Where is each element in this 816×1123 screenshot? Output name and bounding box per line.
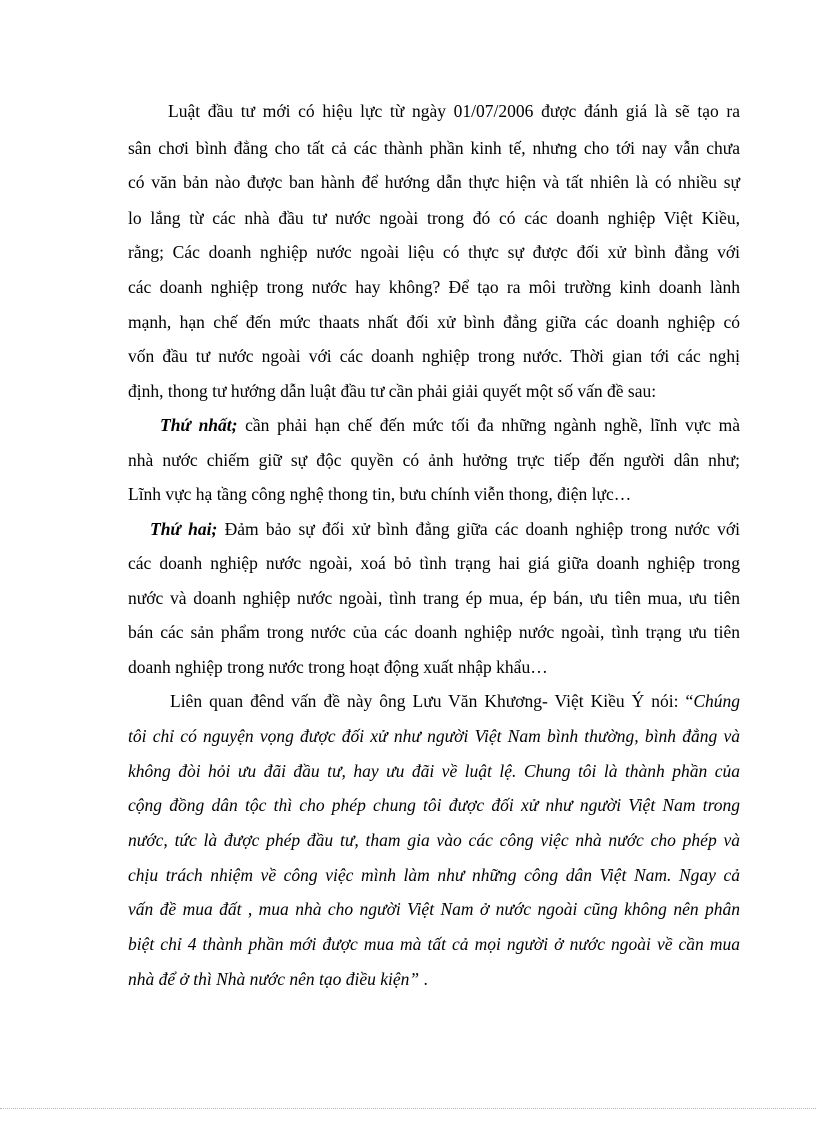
paragraph-1-line-3: có văn bản nào được ban hành để hướng dẫn thực hiện và tất nhiên là có nhiều sự <box>128 172 740 192</box>
paragraph-1-line-2: sân chơi bình đẳng cho tất cả các thành phần kinh tế, nhưng cho tới nay vẫn chưa <box>128 138 740 158</box>
paragraph-1-line-9: định, thong tư hướng dẫn luật đầu tư cần phải giải quyết một số vấn đề sau: <box>128 381 657 401</box>
paragraph-4-line-1 <box>170 690 740 712</box>
paragraph-4-line-6: chịu trách nhiệm về công việc mình làm như những công dân Việt Nam. Ngay cả <box>128 865 740 885</box>
paragraph-3-line-1 <box>150 518 740 540</box>
paragraph-4-quote-start: Chúng <box>693 691 740 711</box>
paragraph-3-lead: Thứ hai; <box>150 519 218 539</box>
paragraph-4-line-5: nước, tức là được phép đầu tư, tham gia vào các công việc nhà nước cho phép và <box>128 830 740 850</box>
paragraph-4-line-8: biệt chỉ 4 thành phần mới được mua mà tất cả mọi người ở nước ngoài về cần mua <box>128 934 740 954</box>
paragraph-3-line-3: nước và doanh nghiệp nước ngoài, tình trang ép mua, ép bán, ưu tiên mua, ưu tiên <box>128 588 740 608</box>
paragraph-1-line-1: Luật đầu tư mới có hiệu lực từ ngày 01/07/2006 được đánh giá là sẽ tạo ra <box>168 101 740 121</box>
paragraph-4-line-2: tôi chỉ có nguyện vọng được đối xử như người Việt Nam bình thường, bình đẳng và <box>128 726 740 746</box>
paragraph-4-line-7: vấn đề mua đất , mua nhà cho người Việt Nam ở nước ngoài cũng không nên phân <box>128 899 740 919</box>
paragraph-4-line-9 <box>128 968 740 990</box>
paragraph-3-line-4: bán các sản phẩm trong nước của các doanh nghiệp nước ngoài, tình trạng ưu tiên <box>128 622 740 642</box>
page-bottom-dotted-divider <box>0 1108 816 1109</box>
paragraph-4-intro: Liên quan đênd vấn đề này ông Lưu Văn Khương- Việt Kiều Ý nói: “ <box>170 691 694 711</box>
paragraph-2-line-3: Lĩnh vực hạ tầng công nghệ thong tin, bưu chính viễn thong, điện lực… <box>128 484 632 504</box>
paragraph-4-quote-end: nhà để ở thì Nhà nước nên tạo điều kiện” <box>128 969 420 989</box>
paragraph-2-first-text: cần phải hạn chế đến mức tối đa những ngành nghề, lĩnh vực mà <box>237 415 740 435</box>
paragraph-1-line-7: mạnh, hạn chế đến mức thaats nhất đối xử bình đẳng giữa các doanh nghiệp có <box>128 312 740 332</box>
paragraph-4-end-period: . <box>419 969 428 989</box>
paragraph-1-line-4: lo lắng từ các nhà đầu tư nước ngoài trong đó có các doanh nghiệp Việt Kiều, <box>128 208 740 228</box>
paragraph-1-line-5: rằng; Các doanh nghiệp nước ngoài liệu có thực sự được đối xử bình đẳng với <box>128 242 740 262</box>
paragraph-1-line-8: vốn đầu tư nước ngoài với các doanh nghiệp trong nước. Thời gian tới các nghị <box>128 346 740 366</box>
paragraph-2-lead: Thứ nhất; <box>160 415 238 435</box>
paragraph-4-line-3: không đòi hỏi ưu đãi đầu tư, hay ưu đãi về luật lệ. Chung tôi là thành phần của <box>128 761 740 781</box>
paragraph-3-first-text: Đảm bảo sự đối xử bình đẳng giữa các doanh nghiệp trong nước với <box>217 519 740 539</box>
paragraph-2-line-2: nhà nước chiếm giữ sự độc quyền có ảnh hưởng trực tiếp đến người dân như; <box>128 450 740 470</box>
paragraph-2-line-1 <box>160 414 740 436</box>
paragraph-4-line-4: cộng đồng dân tộc thì cho phép chung tôi được đối xử như người Việt Nam trong <box>128 795 740 815</box>
paragraph-3-line-2: các doanh nghiệp nước ngoài, xoá bỏ tình trạng hai giá giữa doanh nghiệp trong <box>128 553 740 573</box>
paragraph-1-line-6: các doanh nghiệp trong nước hay không? Để tạo ra môi trường kinh doanh lành <box>128 277 740 297</box>
paragraph-3-line-5: doanh nghiệp trong nước trong hoạt động xuất nhập khẩu… <box>128 657 548 677</box>
